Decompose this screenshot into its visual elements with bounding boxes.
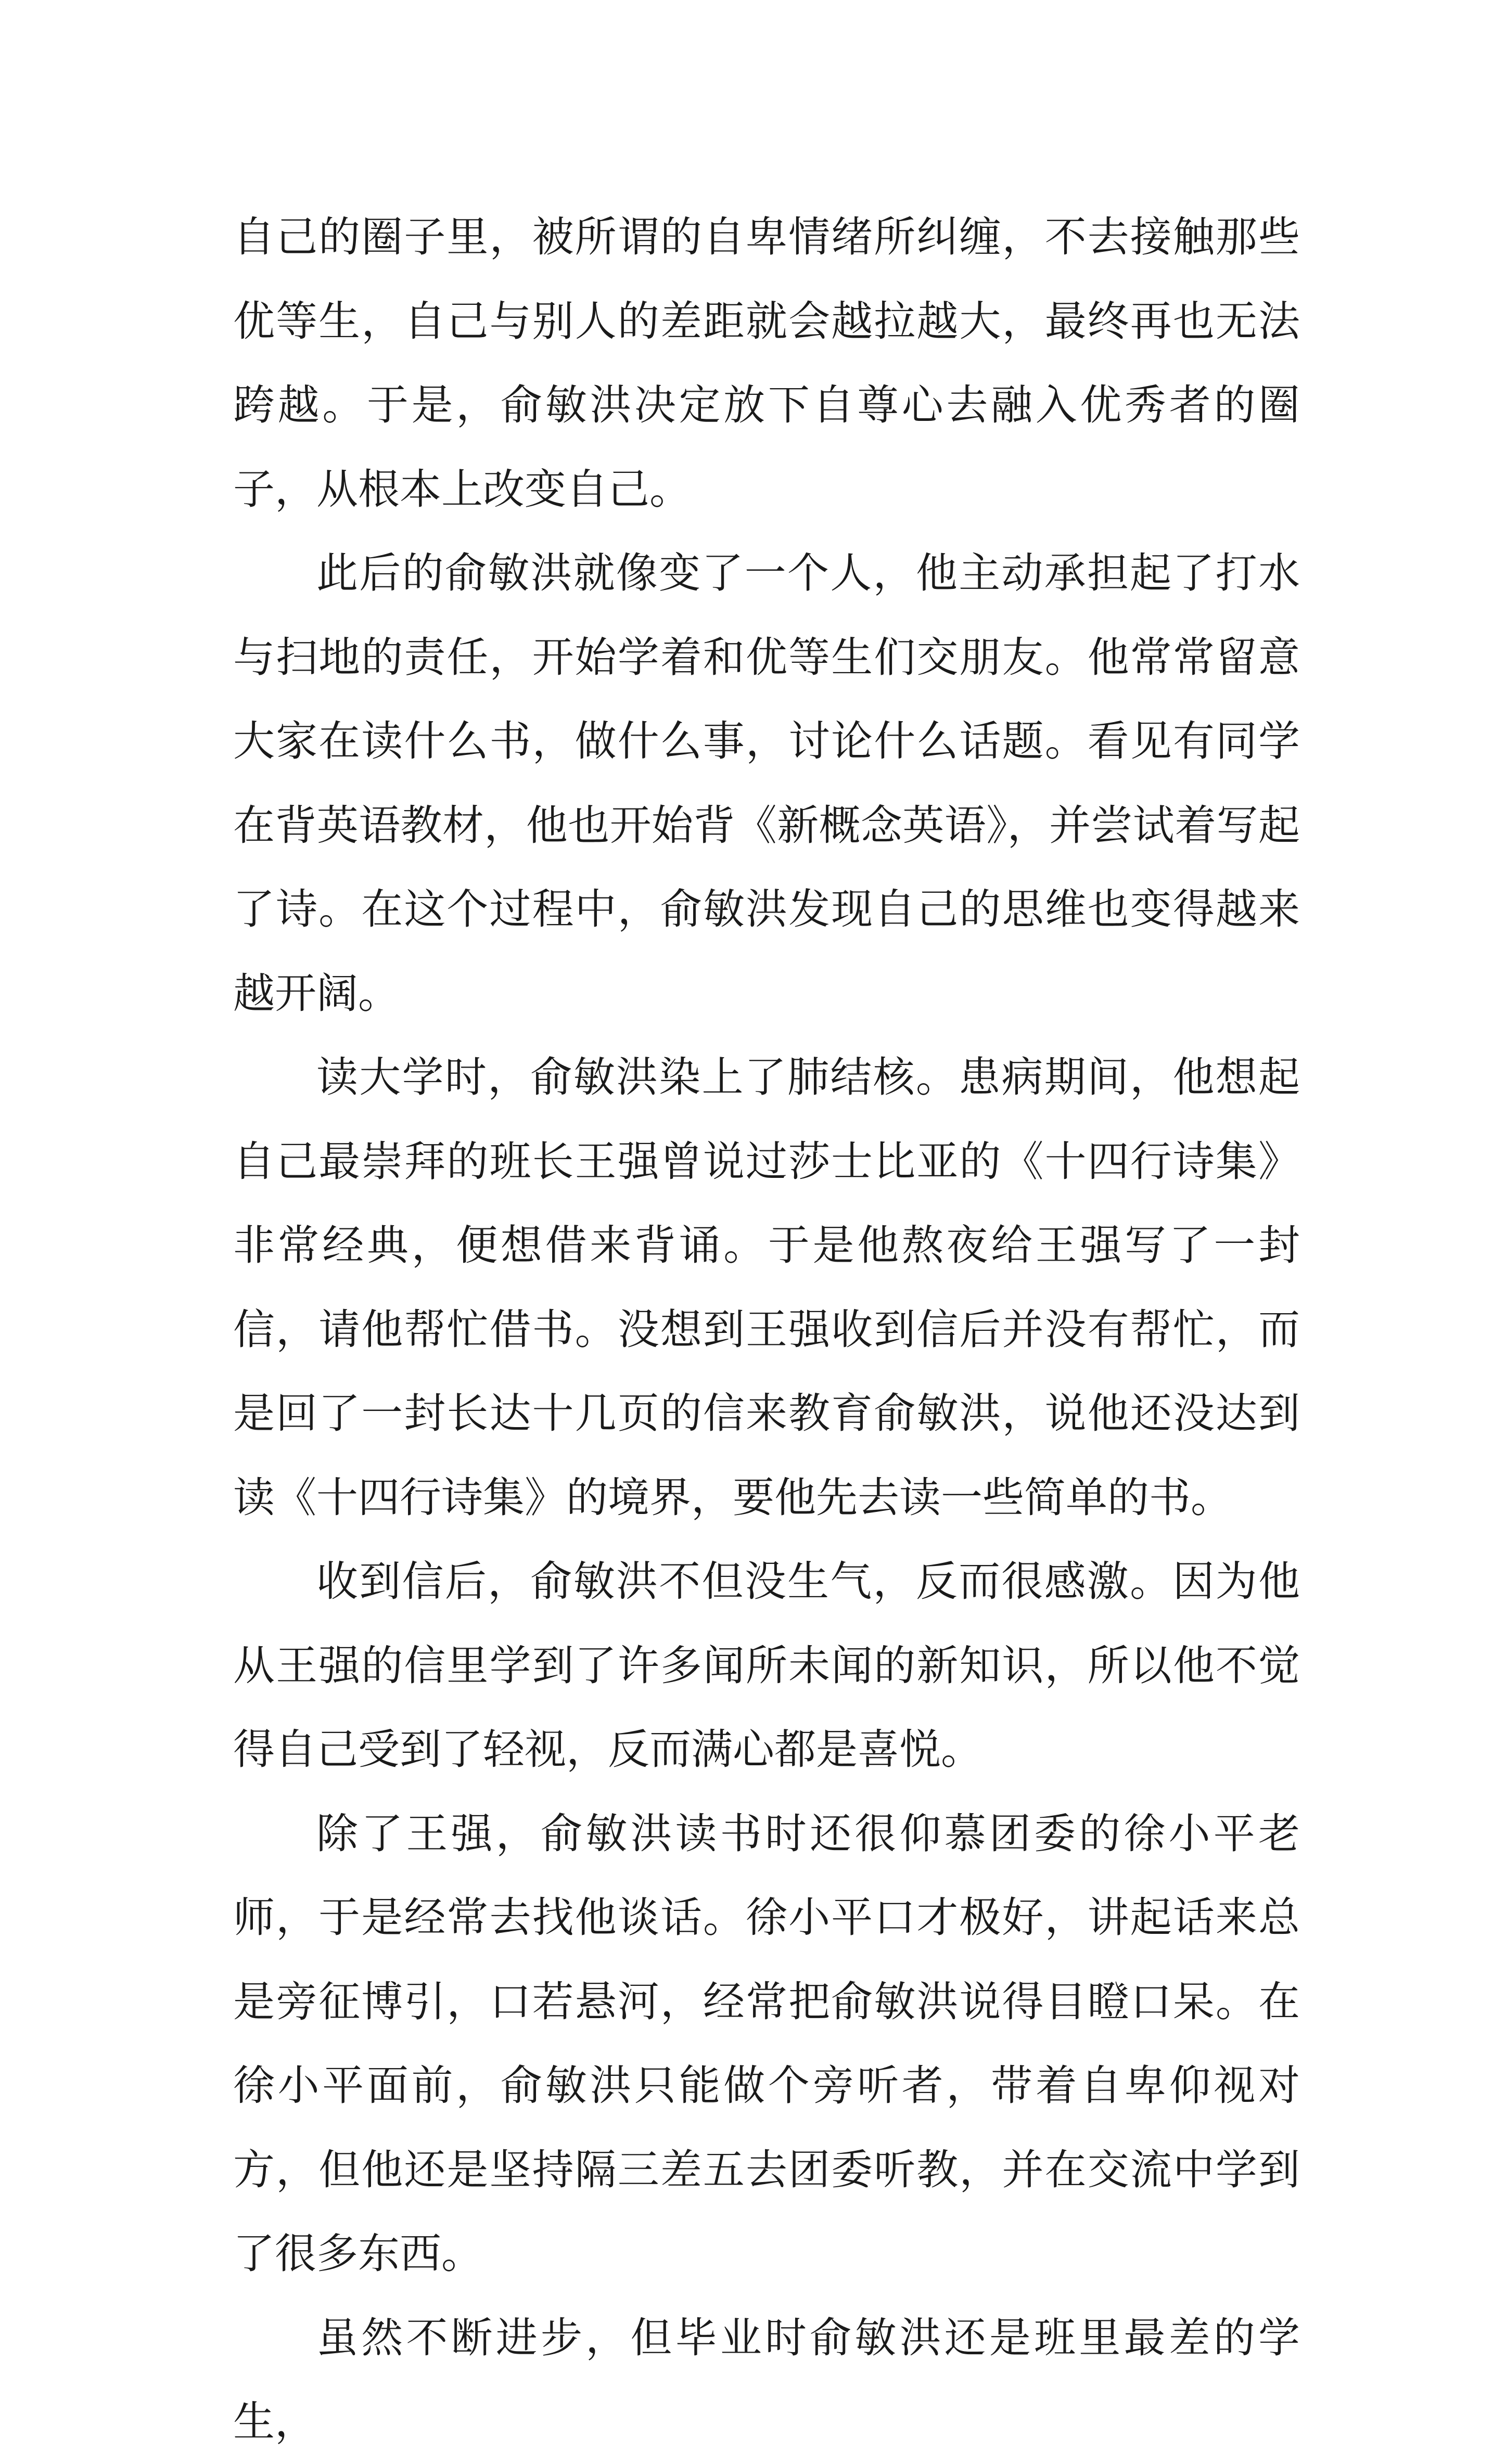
paragraph-1: 自己的圈子里，被所谓的自卑情绪所纠缠，不去接触那些优等生，自己与别人的差距就会越拉越大，最终再也无法跨越。于是，俞敏洪决定放下自尊心去融入优秀者的圈子，从根本上改变自己。 xyxy=(233,213,1300,514)
paragraph-3: 读大学时，俞敏洪染上了肺结核。患病期间，他想起自己最崇拜的班长王强曾说过莎士比亚的《十四行诗集》非常经典，便想借来背诵。于是他熬夜给王强写了一封信，请他帮忙借书。没想到王强收到信后并没有帮忙，而是回了一封长达十几页的信来教育俞敏洪，说他还没达到读《十四行诗集》的境界，要他先去读一些简单的书。 xyxy=(233,1053,1300,1522)
paragraph-6: 虽然不断进步，但毕业时俞敏洪还是班里最差的学生， xyxy=(233,2313,1300,2446)
paragraph-2: 此后的俞敏洪就像变了一个人，他主动承担起了打水与扫地的责任，开始学着和优等生们交朋友。他常常留意大家在读什么书，做什么事，讨论什么话题。看见有同学在背英语教材，他也开始背《新概念英语》，并尝试着写起了诗。在这个过程中，俞敏洪发现自己的思维也变得越来越开阔。 xyxy=(233,549,1300,1018)
paragraph-4: 收到信后，俞敏洪不但没生气，反而很感激。因为他从王强的信里学到了许多闻所未闻的新知识，所以他不觉得自己受到了轻视，反而满心都是喜悦。 xyxy=(233,1557,1300,1774)
paragraph-5: 除了王强，俞敏洪读书时还很仰慕团委的徐小平老师，于是经常去找他谈话。徐小平口才极好，讲起话来总是旁征博引，口若悬河，经常把俞敏洪说得目瞪口呆。在徐小平面前，俞敏洪只能做个旁听者，带着自卑仰视对方，但他还是坚持隔三差五去团委听教，并在交流中学到了很多东西。 xyxy=(233,1809,1300,2278)
body-text xyxy=(233,195,1300,2464)
